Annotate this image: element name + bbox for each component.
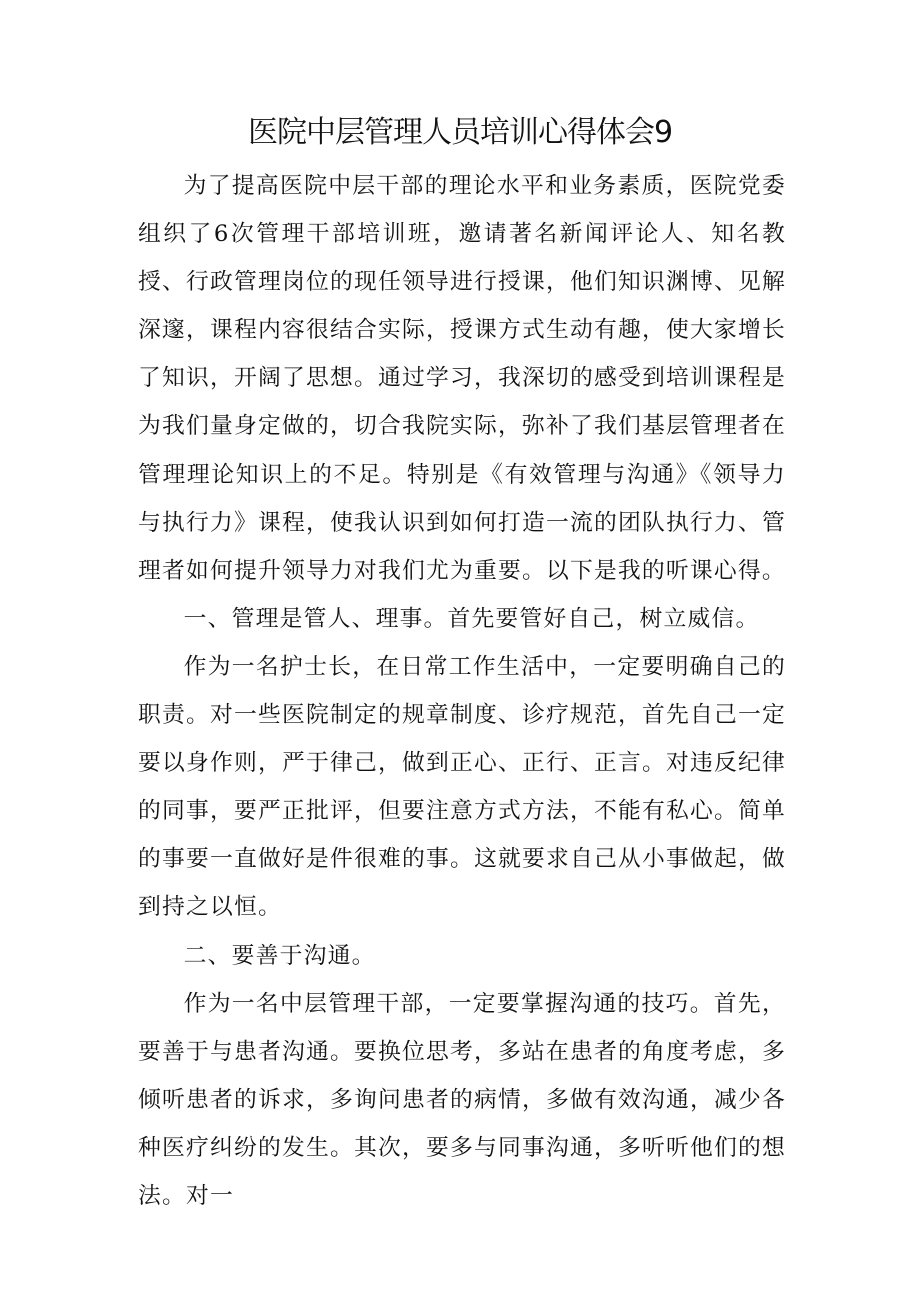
paragraph-intro: 为了提高医院中层干部的理论水平和业务素质，医院党委组织了6次管理干部培训班，邀请著名新闻评论人、知名教授、行政管理岗位的现任领导进行授课，他们知识渊博、见解深邃，课程内容很结合实际，授课方式生动有趣，使大家增长了知识，开阔了思想。通过学习，我深切的感受到培训课程是为我们量身定做的，切合我院实际，弥补了我们基层管理者在管理理论知识上的不足。特别是《有效管理与沟通》《领导力与执行力》课程，使我认识到如何打造一流的团队执行力、管理者如何提升领导力对我们尤为重要。以下是我的听课心得。 (138, 173, 786, 584)
paragraph-section-1: 作为一名护士长，在日常工作生活中，一定要明确自己的职责。对一些医院制定的规章制度、诊疗规范，首先自己一定要以身作则，严于律己，做到正心、正行、正言。对违反纪律的同事，要严正批评，但要注意方式方法，不能有私心。简单的事要一直做好是件很难的事。这就要求自己从小事做起，做到持之以恒。 (138, 653, 786, 921)
heading-section-2: 二、要善于沟通。 (183, 942, 376, 969)
document-body (138, 162, 786, 1220)
heading-section-1: 一、管理是管人、理事。首先要管好自己，树立威信。 (183, 605, 760, 632)
paragraph-section-2: 作为一名中层管理干部，一定要掌握沟通的技巧。首先，要善于与患者沟通。要换位思考，多站在患者的角度考虑，多倾听患者的诉求，多询问患者的病情，多做有效沟通，减少各种医疗纠纷的发生。其次，要多与同事沟通，多听听他们的想法。对一 (138, 990, 786, 1209)
document-title: 医院中层管理人员培训心得体会9 (247, 115, 673, 150)
